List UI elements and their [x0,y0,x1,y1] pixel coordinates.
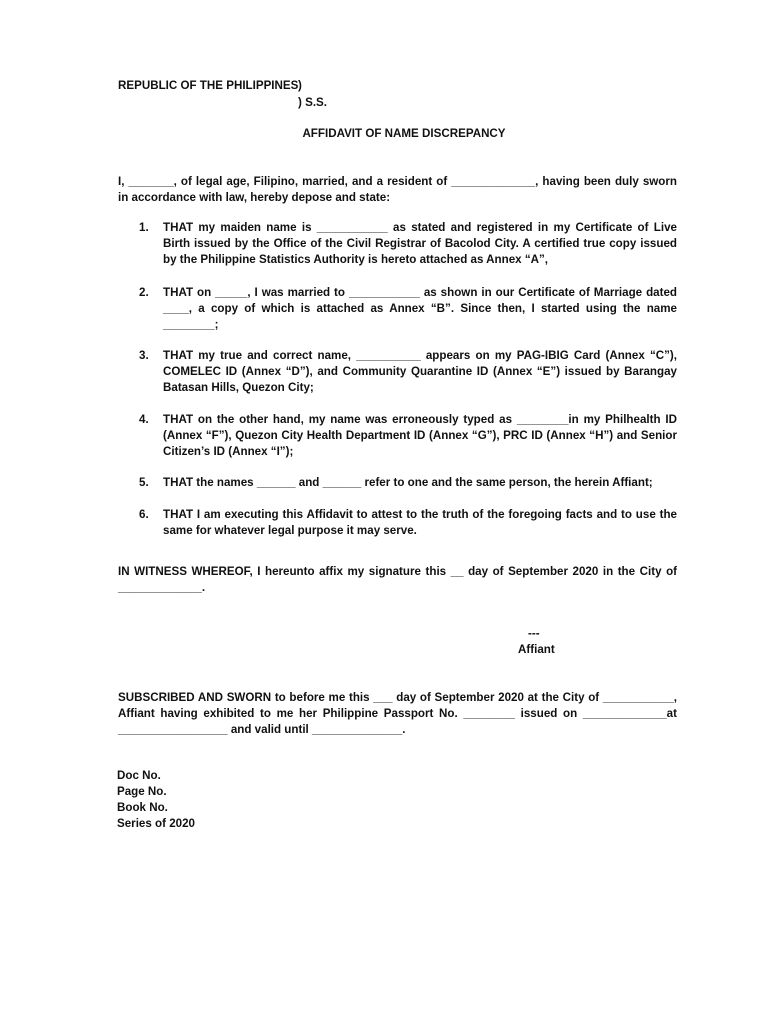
witness-lead: IN WITNESS WHEREOF, [118,565,253,578]
series: Series of 2020 [117,817,195,830]
signature-line: --- [528,627,540,640]
caption-paren: ) [298,79,302,92]
statement-text: THAT I am executing this Affidavit to attest to the truth of the foregoing facts and to use the same for whatever legal purpose it may serve. [163,508,677,537]
document-title: AFFIDAVIT OF NAME DISCREPANCY [302,127,506,140]
statement-text: THAT my maiden name is ___________ as stated and registered in my Certificate of Live Birth issued by the Office of the Civil Registrar of Bacolod City. A certified true copy issued by the Philippine Statistics Authority is hereto attached as Annex “A”, [163,221,677,266]
intro-paragraph: I, _______, of legal age, Filipino, married, and a resident of _____________, having been duly sworn in accordance with law, hereby depose and state: [118,175,677,204]
statement-text: THAT on _____, I was married to ___________ as shown in our Certificate of Marriage dated ____, a copy of which is attached as Annex “B”. Since then, I started using the name ________; [163,286,677,331]
statement-number: 1. [139,221,149,234]
caption-republic: REPUBLIC OF THE PHILIPPINES [118,79,299,92]
statement-number: 3. [139,349,149,362]
jurat-paragraph [118,690,677,738]
statement-text: THAT the names ______ and ______ refer to one and the same person, the herein Affiant; [163,476,653,489]
jurat-lead: SUBSCRIBED AND SWORN [118,691,272,704]
statement-number: 4. [139,413,149,426]
caption-ss: ) S.S. [298,96,327,109]
witness-paragraph [118,564,677,596]
page-no: Page No. [117,785,167,798]
book-no: Book No. [117,801,168,814]
statement-text: THAT on the other hand, my name was erroneously typed as ________in my Philhealth ID (Annex “F”), Quezon City Health Department ID (Annex “G”), PRC ID (Annex “H”) and Senior Citizen’s ID (Annex “I”); [163,413,677,458]
statement-text: THAT my true and correct name, __________ appears on my PAG-IBIG Card (Annex “C”), COMELEC ID (Annex “D”), and Community Quarantine ID (Annex “E”) issued by Barangay Batasan Hills, Quezon City; [163,349,677,394]
jurat-text: to before me this ___ day of September 2020 at the City of ___________, Affiant having exhibited to me her Philippine Passport No. ________ issued on _____________at _________________ and valid until ______________. [118,691,677,736]
statement-number: 5. [139,476,149,489]
statement-number: 6. [139,508,149,521]
notarial-register-info [117,768,195,832]
doc-no: Doc No. [117,769,161,782]
witness-text: I hereunto affix my signature this __ day of September 2020 in the City of _____________. [118,565,678,594]
affiant-label: Affiant [518,643,555,656]
statement-number: 2. [139,286,149,299]
